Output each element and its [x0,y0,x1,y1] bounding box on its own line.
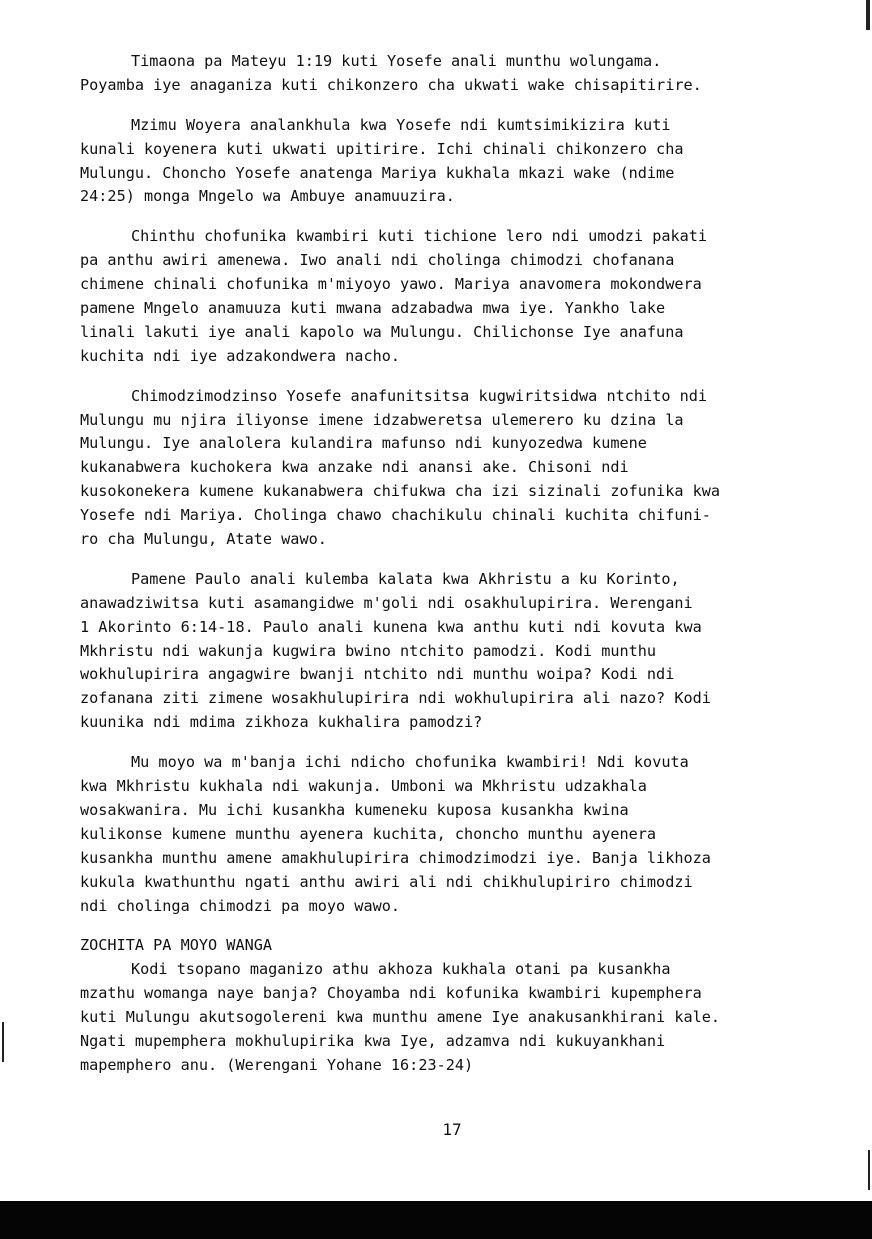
paragraph [80,114,800,210]
text-line: 1 Akorinto 6:14-18. Paulo anali kunena kwa anthu kuti ndi kovuta kwa [80,617,702,636]
text-line: Yosefe ndi Mariya. Cholinga chawo chachikulu chinali kuchita chifuni- [80,506,711,525]
text-line: zofanana ziti zimene wosakhulupirira ndi wokhulupirira ali nazo? Kodi [80,689,711,708]
scan-edge-mark [868,1150,870,1190]
text-line: kuti Mulungu akutsogolereni kwa munthu amene Iye anakusankhirani kale. [80,1008,721,1027]
text-line: kuchita ndi iye adzakondwera nacho. [80,346,401,365]
text-line: 24:25) monga Mngelo wa Ambuye anamuuzira. [80,187,455,206]
text-line: ndi cholinga chimodzi pa moyo wawo. [80,896,401,915]
text-line: Ngati mupemphera mokhulupirika kwa Iye, adzamva ndi kukuyankhani [80,1031,666,1050]
paragraph [80,751,800,918]
text-line: wokhulupirira angagwire bwanji ntchito ndi munthu woipa? Kodi ndi [80,665,675,684]
text-line: chimene chinali chofunika m'miyoyo yawo. Mariya anavomera mokondwera [80,275,702,294]
scan-edge-mark [866,0,870,30]
text-line: kusankha munthu amene amakhulupirira chimodzimodzi iye. Banja likhoza [80,848,711,867]
text-line: Mu moyo wa m'banja ichi ndicho chofunika kwambiri! Ndi kovuta [131,753,689,772]
text-line: pa anthu awiri amenewa. Iwo anali ndi cholinga chimodzi chofanana [80,251,675,270]
text-line: mzathu womanga naye banja? Choyamba ndi kofunika kwambiri kupemphera [80,984,702,1003]
page-number: 17 [442,1120,462,1139]
text-line: Mkhristu ndi wakunja kugwira bwino ntchito pamodzi. Kodi munthu [80,641,657,660]
text-line: Chinthu chofunika kwambiri kuti tichione lero ndi umodzi pakati [131,227,708,246]
text-line: kukanabwera kuchokera kwa anzake ndi anansi ake. Chisoni ndi [80,458,629,477]
text-line: pamene Mngelo anamuuza kuti mwana adzabadwa mwa iye. Yankho lake [80,299,666,318]
paragraph [80,385,800,552]
text-line: Mulungu mu njira iliyonse imene idzabweretsa ulemerero ku dzina la [80,410,684,429]
text-line: kusokonekera kumene kukanabwera chifukwa cha izi sizinali zofunika kwa [80,482,721,501]
text-line: mapemphero anu. (Werengani Yohane 16:23-24) [80,1055,474,1074]
text-line: Chimodzimodzinso Yosefe anafunitsitsa kugwiritsidwa ntchito ndi [131,386,708,405]
text-line: Mulungu. Iye analolera kulandira mafunso ndi kunyozedwa kumene [80,434,647,453]
paragraph [80,225,800,368]
section-heading: ZOCHITA PA MOYO WANGA [80,936,273,955]
text-line: Mulungu. Choncho Yosefe anatenga Mariya kukhala mkazi wake (ndime [80,163,675,182]
text-line: anawadziwitsa kuti asamangidwe m'goli ndi osakhulupirira. Werengani [80,593,693,612]
body-text [80,50,800,1094]
text-line: Timaona pa Mateyu 1:19 kuti Yosefe anali munthu wolungama. [131,52,662,70]
scan-edge-mark [2,1022,4,1062]
text-line: kunali koyenera kuti ukwati upitirire. Ichi chinali chikonzero cha [80,139,684,158]
paragraph [80,50,800,98]
text-line: Kodi tsopano maganizo athu akhoza kukhala otani pa kusankha [131,960,671,979]
scan-border-bottom [0,1201,872,1239]
paragraph [80,568,800,735]
text-line: Pamene Paulo anali kulemba kalata kwa Akhristu a ku Korinto, [131,569,680,588]
text-line: ro cha Mulungu, Atate wawo. [80,530,327,549]
text-line: kwa Mkhristu kukhala ndi wakunja. Umboni wa Mkhristu udzakhala [80,777,647,796]
text-line: linali lakuti iye anali kapolo wa Mulungu. Chilichonse Iye anafuna [80,322,684,341]
text-line: kukula kwathunthu ngati anthu awiri ali ndi chikhulupiriro chimodzi [80,872,693,891]
text-line: Poyamba iye anaganiza kuti chikonzero cha ukwati wake chisapitirire. [80,75,702,94]
text-line: Mzimu Woyera analankhula kwa Yosefe ndi kumtsimikizira kuti [131,115,671,134]
text-line: kulikonse kumene munthu ayenera kuchita, choncho munthu ayenera [80,824,657,843]
text-line: kuunika ndi mdima zikhoza kukhalira pamodzi? [80,713,483,732]
paragraph [80,958,800,1077]
text-line: wosakwanira. Mu ichi kusankha kumeneku kuposa kusankha kwina [80,800,629,819]
